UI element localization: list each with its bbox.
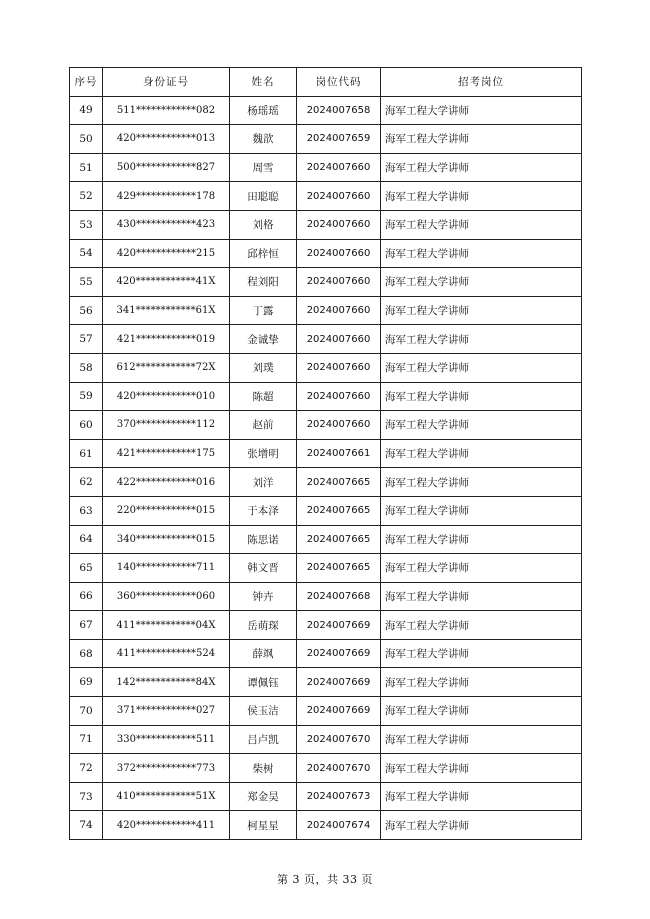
cell-index: 49: [70, 96, 103, 125]
cell-post-code: 2024007670: [297, 725, 381, 754]
cell-id-number: 500************827: [103, 153, 230, 182]
cell-name: 侯玉洁: [230, 697, 297, 726]
cell-name: 郑金昊: [230, 782, 297, 811]
table-row: [70, 697, 582, 726]
cell-index: 51: [70, 153, 103, 182]
header-id-number: 身份证号: [103, 68, 230, 97]
cell-index: 59: [70, 382, 103, 411]
cell-post: 海军工程大学讲师: [381, 782, 582, 811]
cell-index: 58: [70, 353, 103, 382]
cell-post: 海军工程大学讲师: [381, 182, 582, 211]
cell-id-number: 420************215: [103, 239, 230, 268]
cell-post-code: 2024007665: [297, 496, 381, 525]
cell-post: 海军工程大学讲师: [381, 725, 582, 754]
table-row: [70, 611, 582, 640]
page-number-footer: 第 3 页，共 33 页: [277, 873, 373, 886]
cell-id-number: 360************060: [103, 582, 230, 611]
table-row: [70, 668, 582, 697]
cell-index: 50: [70, 125, 103, 154]
cell-id-number: 370************112: [103, 411, 230, 440]
cell-index: 60: [70, 411, 103, 440]
table-row: [70, 782, 582, 811]
table-row: [70, 496, 582, 525]
cell-index: 73: [70, 782, 103, 811]
cell-name: 刘洋: [230, 468, 297, 497]
cell-name: 陈超: [230, 382, 297, 411]
table-row: [70, 554, 582, 583]
header-post-code: 岗位代码: [297, 68, 381, 97]
cell-index: 57: [70, 325, 103, 354]
cell-post: 海军工程大学讲师: [381, 697, 582, 726]
cell-post-code: 2024007660: [297, 153, 381, 182]
table-row: [70, 268, 582, 297]
cell-id-number: 340************015: [103, 525, 230, 554]
cell-id-number: 420************41X: [103, 268, 230, 297]
cell-name: 邱梓恒: [230, 239, 297, 268]
cell-index: 69: [70, 668, 103, 697]
cell-id-number: 330************511: [103, 725, 230, 754]
cell-id-number: 420************013: [103, 125, 230, 154]
cell-post-code: 2024007660: [297, 382, 381, 411]
cell-post: 海军工程大学讲师: [381, 296, 582, 325]
table-row: [70, 210, 582, 239]
cell-post: 海军工程大学讲师: [381, 468, 582, 497]
cell-index: 54: [70, 239, 103, 268]
cell-post-code: 2024007669: [297, 611, 381, 640]
cell-name: 杨瑶瑶: [230, 96, 297, 125]
cell-id-number: 220************015: [103, 496, 230, 525]
cell-post: 海军工程大学讲师: [381, 639, 582, 668]
cell-post-code: 2024007668: [297, 582, 381, 611]
cell-post: 海军工程大学讲师: [381, 96, 582, 125]
cell-name: 刘璞: [230, 353, 297, 382]
cell-id-number: 142************84X: [103, 668, 230, 697]
table-row: [70, 468, 582, 497]
cell-name: 张增明: [230, 439, 297, 468]
cell-index: 71: [70, 725, 103, 754]
table-row: [70, 325, 582, 354]
table-body: [70, 96, 582, 839]
cell-post: 海军工程大学讲师: [381, 496, 582, 525]
cell-post: 海军工程大学讲师: [381, 754, 582, 783]
cell-name: 岳萌琛: [230, 611, 297, 640]
cell-post-code: 2024007660: [297, 182, 381, 211]
cell-id-number: 420************010: [103, 382, 230, 411]
cell-index: 66: [70, 582, 103, 611]
cell-post-code: 2024007670: [297, 754, 381, 783]
cell-post-code: 2024007659: [297, 125, 381, 154]
candidate-table: [69, 67, 582, 840]
cell-name: 周雪: [230, 153, 297, 182]
cell-id-number: 371************027: [103, 697, 230, 726]
cell-post: 海军工程大学讲师: [381, 382, 582, 411]
cell-name: 吕卢凯: [230, 725, 297, 754]
cell-post-code: 2024007660: [297, 210, 381, 239]
cell-index: 62: [70, 468, 103, 497]
cell-post-code: 2024007660: [297, 268, 381, 297]
cell-name: 谭佩钰: [230, 668, 297, 697]
cell-name: 于本泽: [230, 496, 297, 525]
cell-post-code: 2024007673: [297, 782, 381, 811]
table-row: [70, 439, 582, 468]
cell-post-code: 2024007660: [297, 239, 381, 268]
table-row: [70, 525, 582, 554]
cell-post: 海军工程大学讲师: [381, 268, 582, 297]
cell-post: 海军工程大学讲师: [381, 811, 582, 840]
cell-name: 田聪聪: [230, 182, 297, 211]
cell-post-code: 2024007665: [297, 554, 381, 583]
cell-post: 海军工程大学讲师: [381, 525, 582, 554]
cell-index: 55: [70, 268, 103, 297]
cell-name: 刘格: [230, 210, 297, 239]
cell-index: 74: [70, 811, 103, 840]
cell-id-number: 421************175: [103, 439, 230, 468]
table-row: [70, 411, 582, 440]
cell-post: 海军工程大学讲师: [381, 353, 582, 382]
cell-id-number: 372************773: [103, 754, 230, 783]
cell-post-code: 2024007660: [297, 296, 381, 325]
cell-id-number: 410************51X: [103, 782, 230, 811]
table-row: [70, 296, 582, 325]
cell-post-code: 2024007674: [297, 811, 381, 840]
cell-id-number: 430************423: [103, 210, 230, 239]
cell-post: 海军工程大学讲师: [381, 439, 582, 468]
cell-post-code: 2024007660: [297, 411, 381, 440]
cell-index: 63: [70, 496, 103, 525]
cell-name: 韩文晋: [230, 554, 297, 583]
cell-index: 53: [70, 210, 103, 239]
table-header-row: [70, 68, 582, 97]
table-row: [70, 125, 582, 154]
cell-index: 70: [70, 697, 103, 726]
cell-post: 海军工程大学讲师: [381, 210, 582, 239]
cell-name: 丁露: [230, 296, 297, 325]
cell-post-code: 2024007660: [297, 353, 381, 382]
cell-name: 钟卉: [230, 582, 297, 611]
cell-name: 柴树: [230, 754, 297, 783]
cell-post-code: 2024007669: [297, 697, 381, 726]
cell-id-number: 341************61X: [103, 296, 230, 325]
cell-post-code: 2024007669: [297, 668, 381, 697]
cell-index: 67: [70, 611, 103, 640]
cell-id-number: 411************524: [103, 639, 230, 668]
table-row: [70, 725, 582, 754]
cell-post: 海军工程大学讲师: [381, 153, 582, 182]
cell-index: 61: [70, 439, 103, 468]
table-row: [70, 382, 582, 411]
cell-name: 赵前: [230, 411, 297, 440]
cell-post: 海军工程大学讲师: [381, 325, 582, 354]
cell-post: 海军工程大学讲师: [381, 554, 582, 583]
cell-index: 52: [70, 182, 103, 211]
cell-post-code: 2024007669: [297, 639, 381, 668]
cell-post: 海军工程大学讲师: [381, 611, 582, 640]
cell-post: 海军工程大学讲师: [381, 668, 582, 697]
cell-post: 海军工程大学讲师: [381, 411, 582, 440]
header-post: 招考岗位: [381, 68, 582, 97]
cell-name: 柯星星: [230, 811, 297, 840]
candidate-table-container: [69, 67, 581, 840]
table-row: [70, 239, 582, 268]
cell-post-code: 2024007665: [297, 468, 381, 497]
cell-post: 海军工程大学讲师: [381, 582, 582, 611]
cell-id-number: 422************016: [103, 468, 230, 497]
cell-name: 薛飒: [230, 639, 297, 668]
cell-post-code: 2024007661: [297, 439, 381, 468]
cell-index: 65: [70, 554, 103, 583]
table-row: [70, 353, 582, 382]
cell-name: 金诚挚: [230, 325, 297, 354]
cell-name: 陈思诺: [230, 525, 297, 554]
cell-index: 72: [70, 754, 103, 783]
cell-index: 56: [70, 296, 103, 325]
cell-index: 68: [70, 639, 103, 668]
table-row: [70, 582, 582, 611]
cell-id-number: 429************178: [103, 182, 230, 211]
table-row: [70, 811, 582, 840]
table-row: [70, 182, 582, 211]
header-index: 序号: [70, 68, 103, 97]
table-row: [70, 754, 582, 783]
cell-post-code: 2024007665: [297, 525, 381, 554]
header-name: 姓名: [230, 68, 297, 97]
cell-post: 海军工程大学讲师: [381, 125, 582, 154]
cell-name: 魏歆: [230, 125, 297, 154]
cell-name: 程刘阳: [230, 268, 297, 297]
cell-index: 64: [70, 525, 103, 554]
cell-id-number: 411************04X: [103, 611, 230, 640]
cell-post-code: 2024007660: [297, 325, 381, 354]
table-row: [70, 153, 582, 182]
cell-id-number: 421************019: [103, 325, 230, 354]
table-row: [70, 96, 582, 125]
cell-post: 海军工程大学讲师: [381, 239, 582, 268]
cell-id-number: 420************411: [103, 811, 230, 840]
cell-id-number: 511************082: [103, 96, 230, 125]
table-row: [70, 639, 582, 668]
cell-id-number: 140************711: [103, 554, 230, 583]
cell-id-number: 612************72X: [103, 353, 230, 382]
cell-post-code: 2024007658: [297, 96, 381, 125]
